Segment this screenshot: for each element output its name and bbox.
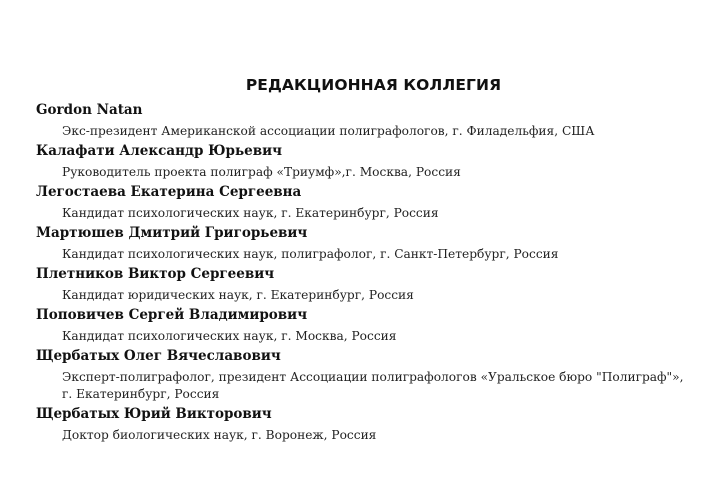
- member-name: Щербатых Олег Вячеславович: [36, 348, 281, 364]
- member-description-line: Экс-президент Американской ассоциации полиграфологов, г. Филадельфия, США: [62, 124, 595, 138]
- member-description-line: Эксперт-полиграфолог, президент Ассоциации полиграфологов «Уральское бюро "Полиграф"»,: [62, 370, 684, 384]
- member-description: [36, 287, 696, 304]
- board-member: [36, 347, 696, 403]
- member-description: [36, 123, 696, 140]
- member-description-line: Кандидат юридических наук, г. Екатеринбург, Россия: [62, 288, 414, 302]
- member-name: Gordon Natan: [36, 102, 143, 118]
- member-description-line: г. Екатеринбург, Россия: [62, 387, 220, 401]
- board-member: [36, 265, 696, 304]
- member-description: [36, 246, 696, 263]
- member-description-line: Доктор биологических наук, г. Воронеж, Россия: [62, 428, 377, 442]
- member-name: Щербатых Юрий Викторович: [36, 406, 272, 422]
- member-description: [36, 328, 696, 345]
- board-member: [36, 142, 696, 181]
- member-name: Поповичев Сергей Владимирович: [36, 307, 308, 323]
- member-name: Плетников Виктор Сергеевич: [36, 266, 275, 282]
- member-name: Легостаева Екатерина Сергеевна: [36, 184, 302, 200]
- board-member: [36, 306, 696, 345]
- member-description-line: Кандидат психологических наук, полиграфолог, г. Санкт-Петербург, Россия: [62, 247, 559, 261]
- member-description-line: Кандидат психологических наук, г. Москва, Россия: [62, 329, 397, 343]
- board-member: [36, 224, 696, 263]
- member-name: Мартюшев Дмитрий Григорьевич: [36, 225, 308, 241]
- editorial-board-list: [36, 101, 696, 446]
- member-description: [36, 205, 696, 222]
- member-description-line: Руководитель проекта полиграф «Триумф»,г. Москва, Россия: [62, 165, 461, 179]
- member-description: [36, 369, 696, 403]
- page-title: РЕДАКЦИОННАЯ КОЛЛЕГИЯ: [245, 76, 502, 94]
- member-name: Калафати Александр Юрьевич: [36, 143, 282, 159]
- board-member: [36, 101, 696, 140]
- member-description: [36, 164, 696, 181]
- member-description: [36, 427, 696, 444]
- member-description-line: Кандидат психологических наук, г. Екатеринбург, Россия: [62, 206, 439, 220]
- board-member: [36, 183, 696, 222]
- board-member: [36, 405, 696, 444]
